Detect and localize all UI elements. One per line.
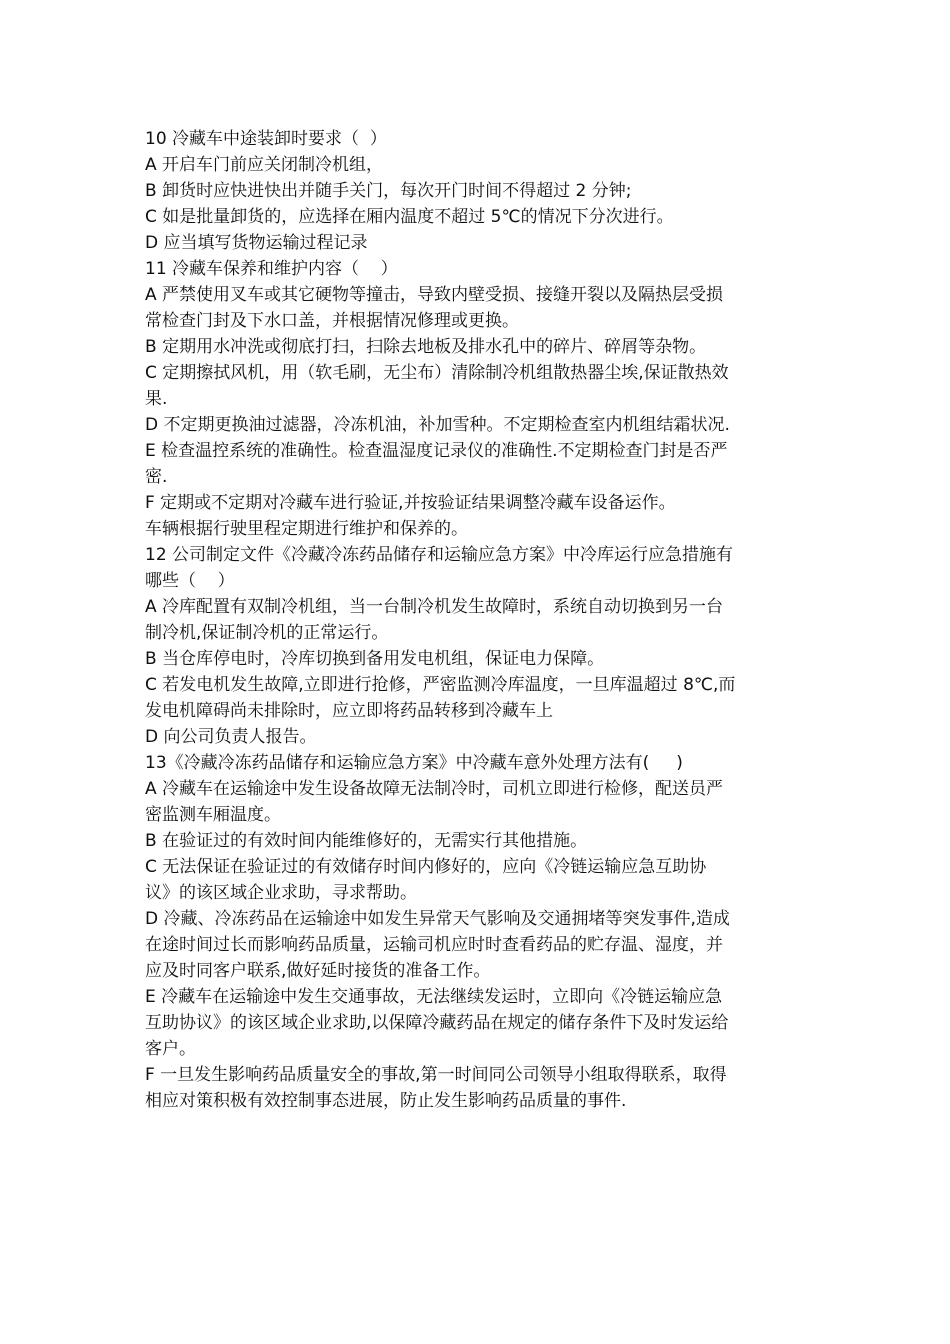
question-13-option-c: C 无法保证在验证过的有效储存时间内修好的，应向《冷链运输应急互助协 bbox=[145, 857, 707, 877]
question-11-option-c: C 定期擦拭风机，用（软毛刷，无尘布）清除制冷机组散热器尘埃,保证散热效 bbox=[145, 363, 729, 383]
question-13-option-b: B 在验证过的有效时间内能维修好的，无需实行其他措施。 bbox=[145, 831, 588, 851]
question-10-option-d: D 应当填写货物运输过程记录 bbox=[145, 233, 368, 253]
question-10-option-a: A 开启车门前应关闭制冷机组， bbox=[145, 155, 384, 175]
question-12-title-cont: 哪些（ ） bbox=[145, 571, 235, 591]
question-11-option-e-cont: 密. bbox=[145, 467, 168, 487]
question-13-option-e-cont-2: 客户。 bbox=[145, 1039, 196, 1059]
question-11-option-a-cont: 常检查门封及下水口盖，并根据情况修理或更换。 bbox=[145, 311, 519, 331]
question-12-option-c: C 若发电机发生故障,立即进行抢修，严密监测冷库温度，一旦库温超过 8℃,而 bbox=[145, 675, 736, 695]
question-13-option-a-cont: 密监测车厢温度。 bbox=[145, 805, 281, 825]
question-11-note: 车辆根据行驶里程定期进行维护和保养的。 bbox=[145, 519, 468, 539]
question-10-title: 10 冷藏车中途装卸时要求（ ） bbox=[145, 129, 387, 149]
question-13-option-d: D 冷藏、冷冻药品在运输途中如发生异常天气影响及交通拥堵等突发事件,造成 bbox=[145, 909, 730, 929]
document-body bbox=[145, 126, 810, 1114]
question-10-option-c: C 如是批量卸货的，应选择在厢内温度不超过 5℃的情况下分次进行。 bbox=[145, 207, 674, 227]
question-12-option-a-cont: 制冷机,保证制冷机的正常运行。 bbox=[145, 623, 389, 643]
question-13-option-c-cont: 议》的该区域企业求助，寻求帮助。 bbox=[145, 883, 417, 903]
question-13-option-f: F 一旦发生影响药品质量安全的事故,第一时间同公司领导小组取得联系，取得 bbox=[145, 1065, 727, 1085]
question-11-option-b: B 定期用水冲洗或彻底打扫，扫除去地板及排水孔中的碎片、碎屑等杂物。 bbox=[145, 337, 707, 357]
question-13-option-d-cont-2: 应及时同客户联系,做好延时接货的准备工作。 bbox=[145, 961, 491, 981]
question-13-option-f-cont: 相应对策积极有效控制事态进展，防止发生影响药品质量的事件. bbox=[145, 1091, 627, 1111]
question-11-option-e: E 检查温控系统的准确性。检查温湿度记录仪的准确性.不定期检查门封是否严 bbox=[145, 441, 728, 461]
question-11-title: 11 冷藏车保养和维护内容（ ） bbox=[145, 259, 398, 279]
question-12-option-c-cont: 发电机障碍尚未排除时，应立即将药品转移到冷藏车上 bbox=[145, 701, 553, 721]
question-12-option-d: D 向公司负责人报告。 bbox=[145, 727, 317, 747]
question-13-option-a: A 冷藏车在运输途中发生设备故障无法制冷时，司机立即进行检修，配送员严 bbox=[145, 779, 724, 799]
question-12-title: 12 公司制定文件《冷藏冷冻药品储存和运输应急方案》中冷库运行应急措施有 bbox=[145, 545, 734, 565]
question-11-option-c-cont: 果. bbox=[145, 389, 168, 409]
question-13-option-e-cont-1: 互助协议》的该区域企业求助,以保障冷藏药品在规定的储存条件下及时发运给 bbox=[145, 1013, 729, 1033]
question-11-option-d: D 不定期更换油过滤器，冷冻机油，补加雪种。不定期检查室内机组结霜状况. bbox=[145, 415, 730, 435]
question-11-option-a: A 严禁使用叉车或其它硬物等撞击，导致内壁受损、接缝开裂以及隔热层受损 bbox=[145, 285, 724, 305]
question-13-option-e: E 冷藏车在运输途中发生交通事故，无法继续发运时，立即向《冷链运输应急 bbox=[145, 987, 723, 1007]
question-13-option-d-cont-1: 在途时间过长而影响药品质量，运输司机应时时查看药品的贮存温、湿度，并 bbox=[145, 935, 723, 955]
question-11-option-f: F 定期或不定期对冷藏车进行验证,并按验证结果调整冷藏车设备运作。 bbox=[145, 493, 676, 513]
question-13-title: 13《冷藏冷冻药品储存和运输应急方案》中冷藏车意外处理方法有( ) bbox=[145, 753, 683, 773]
question-12-option-b: B 当仓库停电时，冷库切换到备用发电机组，保证电力保障。 bbox=[145, 649, 605, 669]
question-10-option-b: B 卸货时应快进快出并随手关门，每次开门时间不得超过 2 分钟; bbox=[145, 181, 632, 201]
question-12-option-a: A 冷库配置有双制冷机组，当一台制冷机发生故障时，系统自动切换到另一台 bbox=[145, 597, 724, 617]
